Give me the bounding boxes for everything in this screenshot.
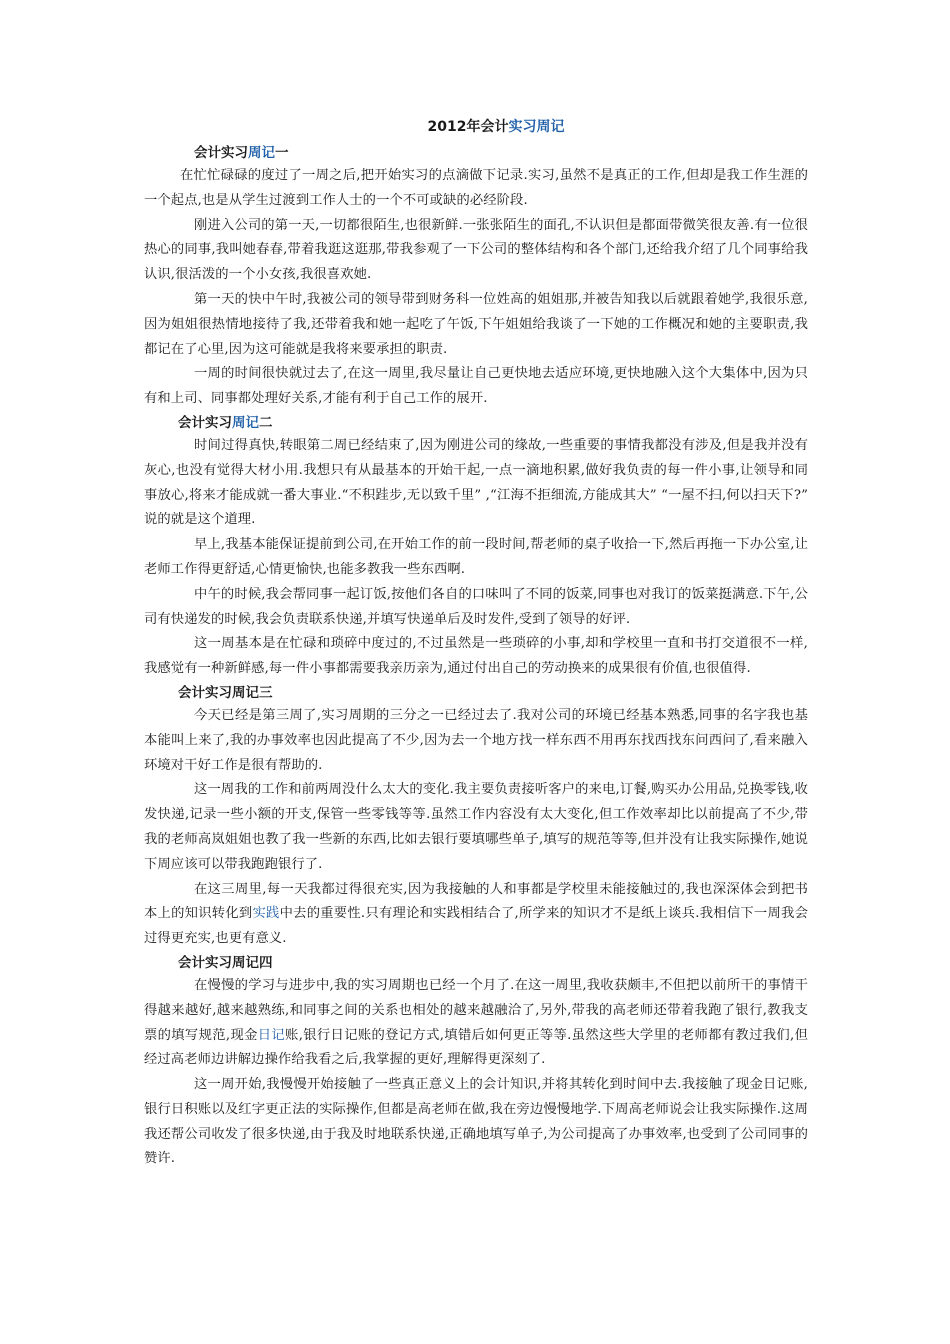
paragraph: 今天已经是第三周了,实习周期的三分之一已经过去了.我对公司的环境已经基本熟悉,同事的名字我也基本能叫上来了,我的办事效率也因此提高了不少,因为去一个地方找一样东西不用再东找西找东问西问了,看来融入环境对干好工作是很有帮助的. (144, 707, 808, 773)
paragraph (144, 878, 808, 952)
paragraph-text: 账,银行日记账的登记方式,填错后如何更正等等.虽然这些大学里的老师都有教过我们,但经过高老师边讲解边操作给我看之后,我掌握的更好,理解得更深刻了. (144, 1027, 808, 1068)
heading-suffix: 二 (259, 414, 273, 431)
heading-text: 会计实习 (194, 145, 248, 161)
section-heading-week-2 (144, 412, 808, 434)
paragraph: 中午的时候,我会帮同事一起订饭,按他们各自的口味叫了不同的饭菜,同事也对我订的饭菜挺满意.下午,公司有快递发的时候,我会负责联系快递,并填写快递单后及时发件,受到了领导的好评. (144, 586, 808, 627)
heading-link[interactable]: 周记 (232, 414, 259, 431)
document-title (144, 116, 808, 138)
practice-link[interactable]: 实践 (252, 906, 280, 922)
paragraph: 这一周开始,我慢慢开始接触了一些真正意义上的会计知识,并将其转化到时间中去.我接触了现金日记账,银行日积账以及红字更正法的实际操作,但都是高老师在做,我在旁边慢慢地学.下周高老师说会让我实际操作.这周我还帮公司收发了很多快递,由于我及时地联系快递,正确地填写单子,为公司提高了办事效率,也受到了公司同事的赞许. (144, 1077, 808, 1167)
heading-text: 会计实习 (178, 414, 232, 431)
paragraph: 这一周基本是在忙碌和琐碎中度过的,不过虽然是一些琐碎的小事,却和学校里一直和书打交道很不一样,我感觉有一种新鲜感,每一件小事都需要我亲历亲为,通过付出自己的劳动换来的成果很有价值,也很值得. (144, 636, 808, 677)
paragraph: 时间过得真快,转眼第二周已经结束了,因为刚进公司的缘故,一些重要的事情我都没有涉及,但是我并没有灰心,也没有觉得大材小用.我想只有从最基本的开始干起,一点一滴地积累,做好我负责的每一件小事,让领导和同事放心,将来才能成就一番大事业.“不积跬步,无以致千里” ,“江海不拒细流,方能成其大” “一屋不扫,何以扫天下?” 说的就是这个道理. (144, 437, 808, 528)
paragraph: 第一天的快中午时,我被公司的领导带到财务科一位姓高的姐姐那,并被告知我以后就跟着她学,我很乐意,因为姐姐很热情地接待了我,还带着我和她一起吃了午饭,下午姐姐给我谈了一下她的工作概况和她的主要职责,我都记在了心里,因为这可能就是我将来要承担的职责. (144, 291, 808, 357)
title-link[interactable]: 实习周记 (508, 119, 565, 135)
section-heading-week-4: 会计实习周记四 (178, 954, 273, 971)
section-heading-week-1 (144, 142, 808, 164)
title-prefix: 2012年会计 (427, 119, 509, 135)
paragraph-text: 在慢慢的学习与进步中,我的实习周期也已经一个月了.在这一周里,我收获颇丰,不但把以前所干的事情干得越来越好,越来越熟练,和同事之间的关系也相处的越来越融洽了,另外,带我的高老师还带着我跑了银行,教我支票的填写规范,现金 (144, 977, 808, 1043)
heading-suffix: 一 (275, 145, 289, 161)
paragraph: 在忙忙碌碌的度过了一周之后,把开始实习的点滴做下记录.实习,虽然不是真正的工作,但却是我工作生涯的一个起点,也是从学生过渡到工作人士的一个不可或缺的必经阶段. (144, 168, 808, 208)
heading-link[interactable]: 周记 (248, 145, 275, 161)
paragraph: 一周的时间很快就过去了,在这一周里,我尽量让自己更快地去适应环境,更快地融入这个大集体中,因为只有和上司、同事都处理好关系,才能有利于自己工作的展开. (144, 366, 808, 407)
journal-link[interactable]: 日记 (257, 1027, 286, 1043)
paragraph: 刚进入公司的第一天,一切都很陌生,也很新鲜.一张张陌生的面孔,不认识但是都面带微笑很友善.有一位很热心的同事,我叫她春春,带着我逛这逛那,带我参观了一下公司的整体结构和各个部门,还给我介绍了几个同事给我认识,很活泼的一个小女孩,我很喜欢她. (144, 217, 808, 283)
paragraph: 早上,我基本能保证提前到公司,在开始工作的前一段时间,帮老师的桌子收拾一下,然后再拖一下办公室,让老师工作得更舒适,心情更愉快,也能多教我一些东西啊. (144, 537, 808, 577)
paragraph-text: 中去的重要性.只有理论和实践相结合了,所学来的知识才不是纸上谈兵.我相信下一周我会过得更充实,也更有意义. (144, 906, 809, 947)
paragraph-text: 在这三周里,每一天我都过得很充实,因为我接触的人和事都是学校里未能接触过的,我也深深体会到把书本上的知识转化到 (144, 881, 808, 922)
paragraph (144, 974, 808, 1073)
document-page (144, 116, 808, 1172)
section-heading-week-3: 会计实习周记三 (178, 684, 273, 701)
paragraph: 这一周我的工作和前两周没什么太大的变化.我主要负责接听客户的来电,订餐,购买办公用品,兑换零钱,收发快递,记录一些小额的开支,保管一些零钱等等.虽然工作内容没有太大变化,但工作效率却比以前提高了不少,带我的老师高岚姐姐也教了我一些新的东西,比如去银行要填哪些单子,填写的规范等等,但并没有让我实际操作,她说下周应该可以带我跑跑银行了. (144, 782, 808, 872)
